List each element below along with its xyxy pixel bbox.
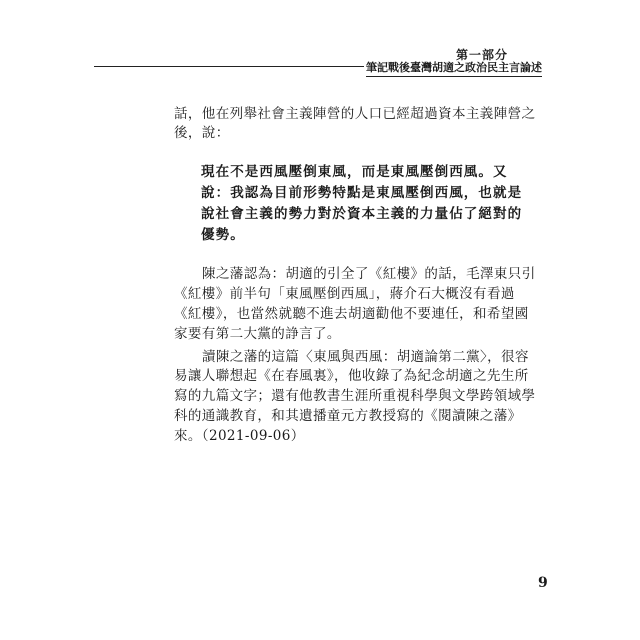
block-quote-line: 優勢。: [201, 227, 245, 243]
paragraph-line: 《紅樓》前半句「東風壓倒西風」，蔣介石大概沒有看過: [174, 286, 515, 302]
paragraph-line: 後，說：: [174, 125, 230, 141]
block-quote-line: 說：我認為目前形勢特點是東風壓倒西風，也就是: [201, 185, 523, 201]
paragraph-line: 讀陳之藩的這篇〈東風與西風：胡適論第二黨〉，很容: [202, 349, 529, 365]
running-header-part: 第一部分: [456, 48, 509, 62]
block-quote-line: 說社會主義的勢力對於資本主義的力量佔了絕對的: [201, 206, 523, 222]
paragraph-line: 家要有第二大黨的諍言了。: [174, 326, 341, 342]
paragraph-line: 《紅樓》，也當然就聽不進去胡適勸他不要連任，和希望國: [174, 306, 529, 322]
paragraph-line: 話，他在列舉社會主義陣營的人口已經超過資本主義陣營之: [174, 106, 536, 122]
paragraph-line: 陳之藩認為：胡適的引全了《紅樓》的話，毛澤東只引: [202, 266, 536, 282]
block-quote-line: 現在不是西風壓倒東風，而是東風壓倒西風。又: [201, 164, 508, 180]
paragraph-line: 易讓人聯想起《在春風裏》，他收錄了為紀念胡適之先生所: [174, 368, 529, 384]
running-header-subtitle: 筆記戰後臺灣胡適之政治民主言論述: [366, 59, 542, 77]
paragraph-line: 寫的九篇文字；還有他教書生涯所重視科學與文學跨領域學: [174, 388, 536, 404]
page-number: 9: [538, 575, 548, 591]
header-rule: [94, 66, 364, 67]
paragraph-line: 來。（2021-09-06）: [174, 428, 305, 444]
paragraph-line: 科的通識教育，和其遺播童元方教授寫的《閱讀陳之藩》: [174, 408, 522, 424]
